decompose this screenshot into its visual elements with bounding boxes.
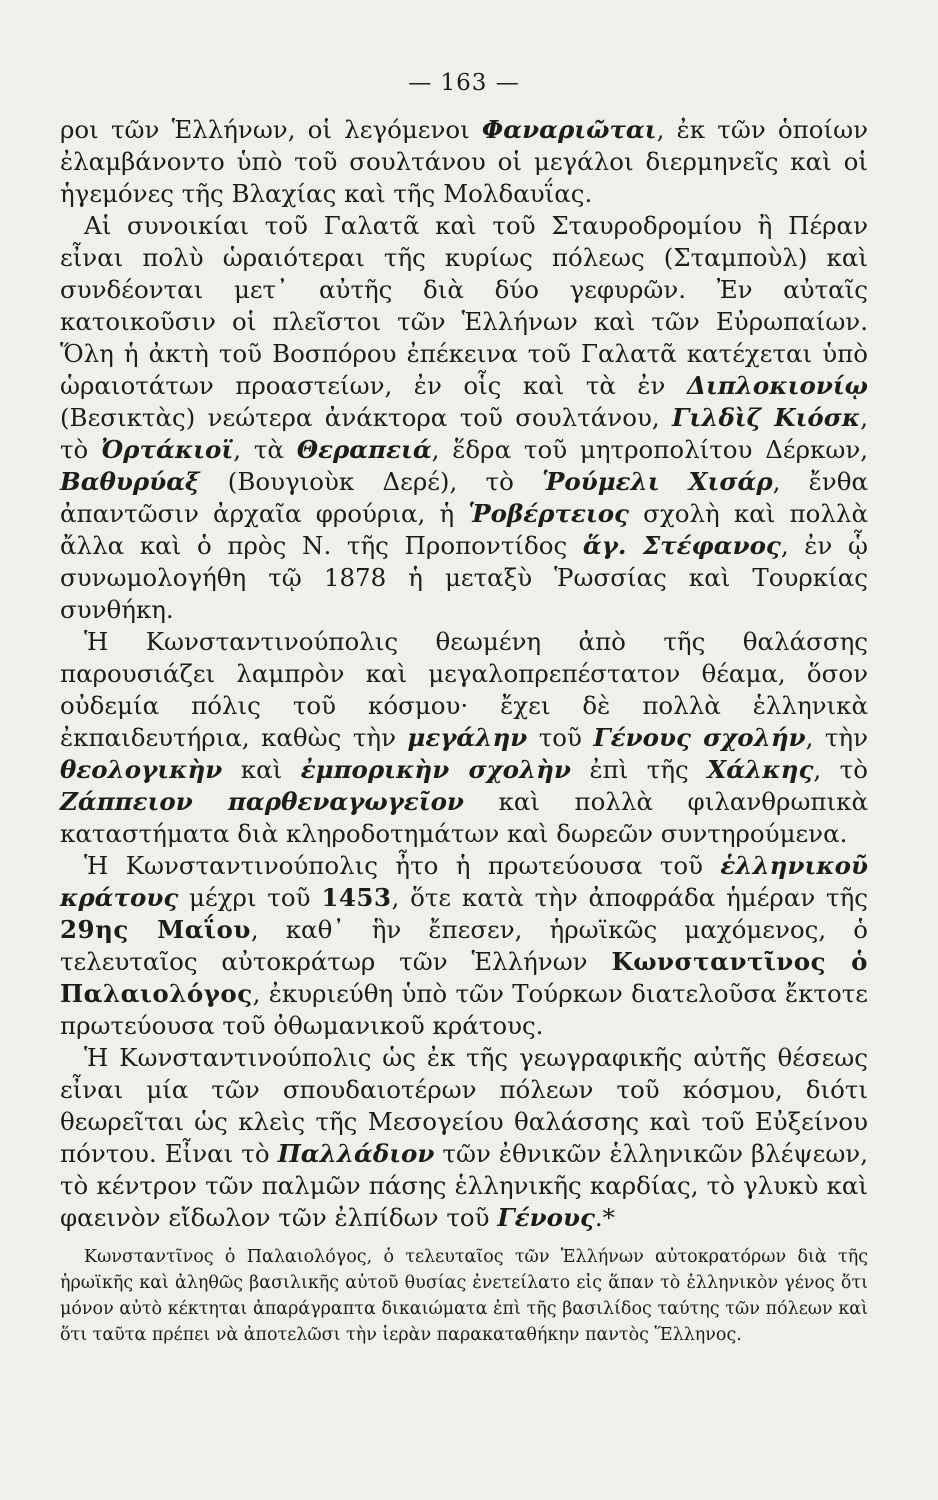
paragraph (60, 114, 868, 210)
emphasis-text: Γένους (497, 1203, 595, 1232)
text-run: .* (594, 1203, 615, 1232)
text-run: Ἡ Κωνσταντινούπολις ἦτο ἡ πρωτεύουσα τοῦ (84, 851, 721, 880)
text-run: , καθ᾿ ἣν ἔπεσεν, ἡρωϊκῶς μαχόμενος, ὁ τελευταῖος αὐτοκράτωρ τῶν Ἑλλήνων (60, 915, 868, 976)
text-run: ροι τῶν Ἑλλήνων, οἱ λεγόμενοι (60, 115, 482, 144)
text-run: , ἐκ τῶν ὁποίων ἐλαμβάνοντο ὑπὸ τοῦ σουλτάνου οἱ μεγάλοι διερμηνεῖς καὶ οἱ ἡγεμόνες τῆς Βλαχίας καὶ τῆς Μολδαυΐας. (60, 115, 868, 208)
text-run: , ἔνθα ἀπαντῶσιν ἀρχαῖα φρούρια, ἡ (60, 467, 868, 528)
text-run: τῶν ἐθνικῶν ἑλληνικῶν βλέψεων, τὸ κέντρον τῶν παλμῶν πάσης ἑλληνικῆς καρδίας, τὸ γλυκὺ καὶ φαεινὸν εἴδωλον τῶν ἐλπίδων τοῦ (60, 1139, 868, 1232)
paragraph (60, 210, 868, 626)
text-run: , ὅτε κατὰ τὴν ἀποφράδα ἡμέραν τῆς (391, 883, 868, 912)
text-run: ἐπὶ τῆς (570, 755, 708, 784)
emphasis-text: Θεραπειά (296, 435, 432, 464)
emphasis-text: Ῥούμελι Χισάρ (542, 467, 773, 496)
emphasis-text: Χάλκης (707, 755, 814, 784)
paragraph (60, 1042, 868, 1234)
emphasis-text: μεγάλην (407, 723, 528, 752)
text-run: , τὰ (233, 435, 297, 464)
emphasis-text: ἅγ. Στέφανος (582, 531, 781, 560)
text-run: (Βεσικτὰς) νεώτερα ἀνάκτορα τοῦ σουλτάνου, (60, 403, 673, 432)
emphasis-text: Φαναριῶται (481, 115, 657, 144)
emphasis-text: Ῥοβέρτειος (468, 499, 629, 528)
text-run: , τὴν (805, 723, 869, 752)
paragraph (60, 626, 868, 850)
emphasis-text: Βαθυρύαξ (60, 467, 200, 496)
emphasis-text: θεολογικὴν (60, 755, 223, 784)
text-run: , τὸ (60, 403, 868, 464)
emphasis-text: Παλλάδιον (277, 1139, 435, 1168)
text-run: Αἱ συνοικίαι τοῦ Γαλατᾶ καὶ τοῦ Σταυροδρομίου ἢ Πέραν εἶναι πολὺ ὡραιότεραι τῆς κυρίως πόλεως (Σταμποὺλ) καὶ συνδέονται μετ᾿ αὐτῆς διὰ δύο γεφυρῶν. Ἐν αὐταῖς κατοικοῦσιν οἱ πλεῖστοι τῶν Ἑλλήνων καὶ τῶν Εὐρωπαίων. Ὅλη ἡ ἀκτὴ τοῦ Βοσπόρου ἐπέκεινα τοῦ Γαλατᾶ κατέχεται ὑπὸ ὡραιοτάτων προαστείων, ἐν οἷς καὶ τὰ ἐν (60, 211, 868, 400)
text-run: τοῦ (527, 723, 594, 752)
footnote: Κωνσταντῖνος ὁ Παλαιολόγος, ὁ τελευταῖος τῶν Ἑλλήνων αὐτοκρατόρων διὰ τῆς ἡρωϊκῆς καὶ ἀληθῶς βασιλικῆς αὐτοῦ θυσίας ἐνετείλατο εἰς ἅπαν τὸ ἑλληνικὸν γένος ὅτι μόνον αὐτὸ κέκτηται ἀπαράγραπτα δικαιώματα ἐπὶ τῆς βασιλίδος ταύτης τῶν πόλεων καὶ ὅτι ταῦτα πρέπει νὰ ἀποτελῶσι τὴν ἱερὰν παρακαταθήκην παντὸς Ἕλληνος. (60, 1247, 868, 1345)
emphasis-text: Γιλδὶζ Κιόσκ (672, 403, 861, 432)
emphasis-text: Γένους σχολήν (593, 723, 806, 752)
text-run: (Βουγιοὺκ Δερέ), τὸ (199, 467, 543, 496)
text-run: καὶ (222, 755, 301, 784)
paragraph (60, 850, 868, 1042)
emphasis-text: Ὀρτάκιοϊ (101, 435, 234, 464)
body-text (60, 114, 868, 1234)
text-run: , τὸ (813, 755, 868, 784)
text-run: , ἕδρα τοῦ μητροπολίτου Δέρκων, (431, 435, 868, 464)
emphasis-text: ἑλληνικοῦ κράτους (60, 851, 868, 912)
text-run: , ἐκυριεύθη ὑπὸ τῶν Τούρκων διατελοῦσα ἔκτοτε πρωτεύουσα τοῦ ὀθωμανικοῦ κράτους. (60, 979, 868, 1040)
text-run: καὶ πολλὰ φιλανθρωπικὰ καταστήματα διὰ κληροδοτημάτων καὶ δωρεῶν συντηρούμενα. (60, 787, 868, 848)
emphasis-text: Διπλοκιονίῳ (686, 371, 868, 400)
bold-text: Κωνσταντῖνος ὁ Παλαιολόγος (60, 947, 868, 1008)
emphasis-text: ἐμπορικὴν σχολὴν (300, 755, 571, 784)
bold-text: 1453 (321, 883, 392, 912)
bold-text: 29ης Μαΐου (60, 915, 251, 944)
text-run: σχολὴ καὶ πολλὰ ἄλλα καὶ ὁ πρὸς Ν. τῆς Προποντίδος (60, 499, 868, 560)
text-run: Ἡ Κωνσταντινούπολις ὡς ἐκ τῆς γεωγραφικῆς αὐτῆς θέσεως εἶναι μία τῶν σπουδαιοτέρων πόλεων τοῦ κόσμου, διότι θεωρεῖται ὡς κλεὶς τῆς Μεσογείου θαλάσσης καὶ τοῦ Εὐξείνου πόντου. Εἶναι τὸ (60, 1043, 868, 1168)
text-run: μέχρι τοῦ (178, 883, 322, 912)
text-run: , ἐν ᾧ συνωμολογήθη τῷ 1878 ἡ μεταξὺ Ῥωσσίας καὶ Τουρκίας συνθήκη. (60, 531, 868, 624)
page-number: — 163 — (408, 70, 520, 96)
text-run: Ἡ Κωνσταντινούπολις θεωμένη ἀπὸ τῆς θαλάσσης παρουσιάζει λαμπρὸν καὶ μεγαλοπρεπέστατον θέαμα, ὅσον οὐδεμία πόλις τοῦ κόσμου· ἔχει δὲ πολλὰ ἑλληνικὰ ἐκπαιδευτήρια, καθὼς τὴν (60, 627, 868, 752)
emphasis-text: Ζάππειον παρθεναγωγεῖον (60, 787, 464, 816)
